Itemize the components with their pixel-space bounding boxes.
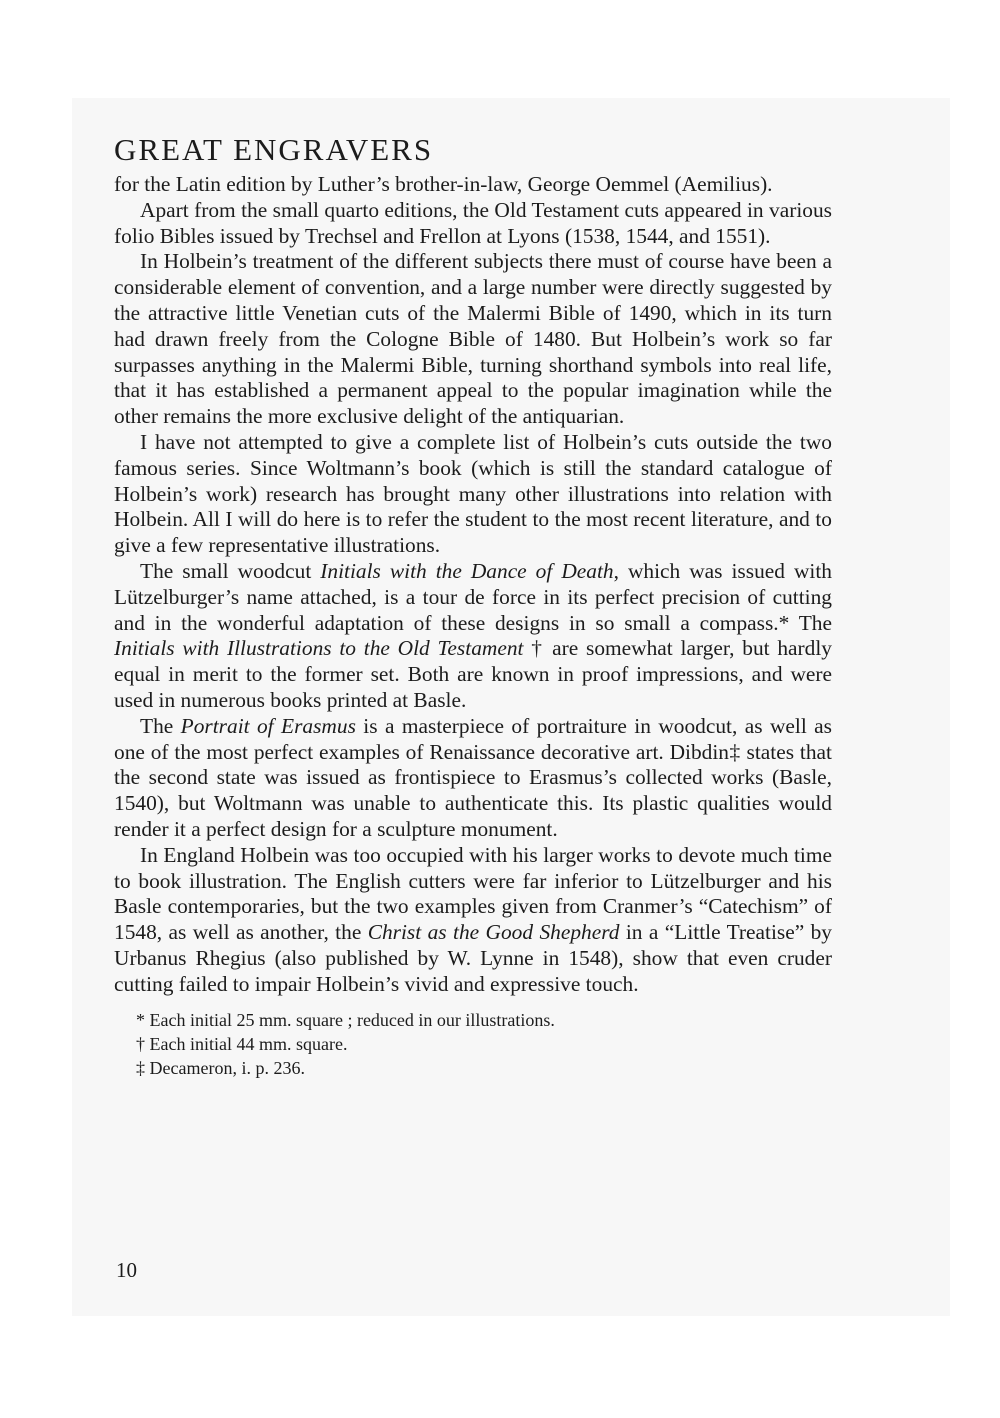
italic-title: Christ as the Good Shepherd [367,920,620,945]
footnote: † Each initial 44 mm. square. [136,1033,348,1054]
text-run: The [140,713,181,738]
text-run: , which was issued with Lützelburger’s name attached, is a tour de force in its perfect precision of cutting and in the wonderful adaptation of these designs in so small a compass.* The [114,558,832,635]
paragraph [114,198,832,250]
page-number: 10 [116,1258,137,1282]
text-run: The small woodcut [140,558,321,583]
text-run: Apart from the small quarto editions, the Old Testament cuts appeared in various folio Bibles issued by Trechsel and Frellon at Lyons (1538, 1544, and 1551). [114,197,832,248]
footnote: * Each initial 25 mm. square ; reduced in our illustrations. [136,1009,555,1030]
page-content [114,130,832,1080]
text-run: in a “Little Treatise” by Urbanus Rhegius (also published by W. Lynne in 1548), show that even cruder cutting failed to impair Holbein’s vivid and expressive touch. [114,920,832,996]
running-head: GREAT ENGRAVERS [114,132,434,167]
text-run: In Holbein’s treatment of the different subjects there must of course have been a considerable element of convention, and a large number were directly suggested by the attractive little Venetian cuts of the Malermi Bible of 1490, which in its turn had drawn freely from the Cologne Bible of 1480. But Holbein’s work so far surpasses anything in the Malermi Bible, turning shorthand symbols into real life, that it has established a permanent appeal to the popular imagination while the other remains the more exclusive delight of the antiquarian. [114,249,832,429]
paragraph [114,249,832,430]
footnote: ‡ Decameron, i. p. 236. [136,1057,305,1078]
paragraph [114,843,832,998]
text-run: for the Latin edition by Luther’s brother-in-law, George Oemmel (Aemilius). [114,172,773,196]
paragraph [114,714,832,843]
italic-title: Initials with the Dance of Death [320,558,614,583]
italic-title: Portrait of Erasmus [180,713,356,738]
text-run: In England Holbein was too occupied with his larger works to devote much time to book illustration. The English cutters were far inferior to Lützelburger and his Basle contemporaries, but the two examples given from Cranmer’s “Catechism” of 1548, as well as another, the [114,842,832,945]
text-run: I have not attempted to give a complete list of Holbein’s cuts outside the two famous series. Since Woltmann’s book (which is still the standard catalogue of Holbein’s work) research has brought many other illustrations into relation with Holbein. All I will do here is to refer the student to the most recent literature, and to give a few representative illustrations. [114,429,832,558]
paragraph [114,430,832,559]
italic-title: Initials with Illustrations to the Old Testament [114,636,524,661]
paragraph [114,559,832,714]
paragraph [114,172,832,198]
text-run: † are somewhat larger, but hardly equal in merit to the former set. Both are known in proof impressions, and were used in numerous books printed at Basle. [114,636,832,712]
footnotes [114,1008,832,1080]
body-text [114,172,832,998]
text-run: is a masterpiece of portraiture in woodcut, as well as one of the most perfect examples of Renaissance decorative art. Dibdin‡ states that the second state was issued as frontispiece to Erasmus’s collected works (Basle, 1540), but Woltmann was unable to authenticate this. Its plastic qualities would render it a perfect design for a sculpture monument. [114,713,832,841]
